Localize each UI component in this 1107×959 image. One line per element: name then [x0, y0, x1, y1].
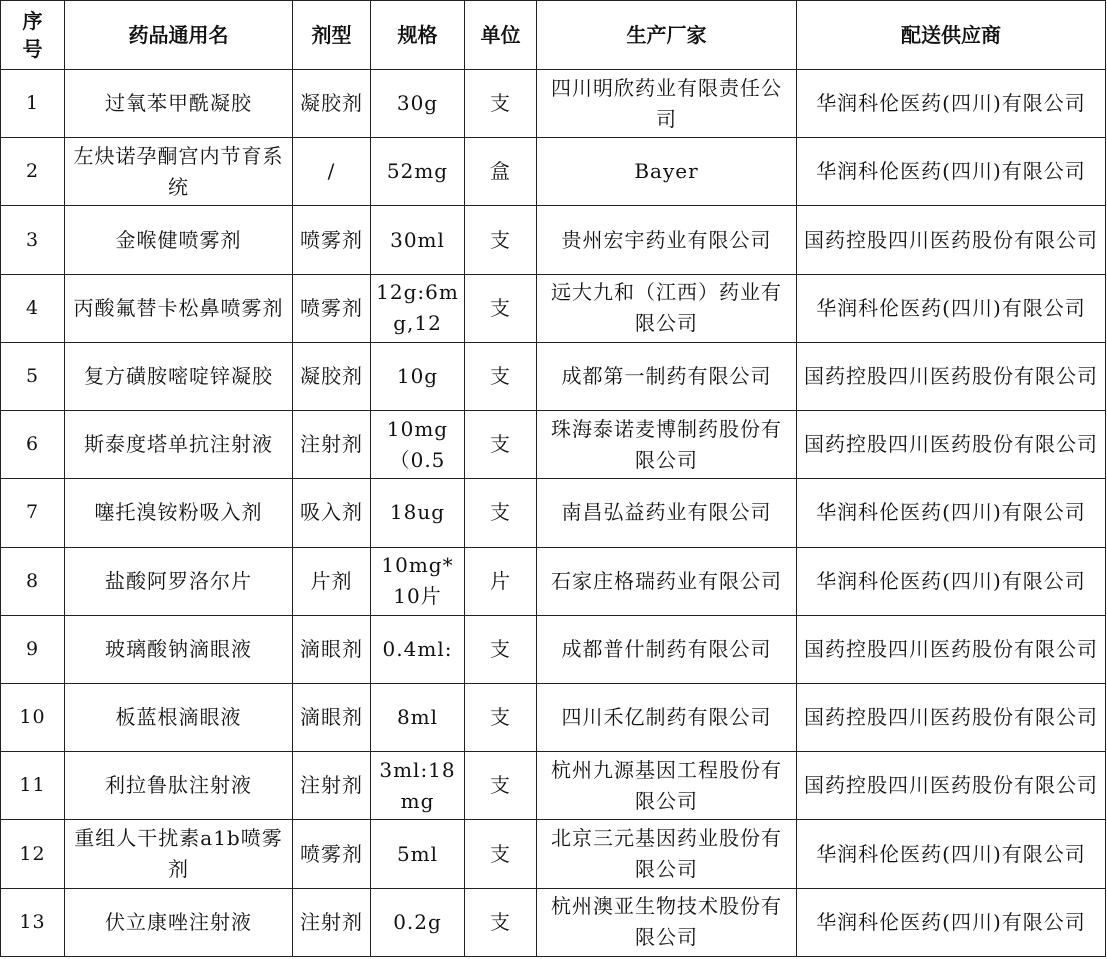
cell-index: 12: [1, 820, 65, 888]
header-specification: 规格: [371, 1, 465, 70]
table-row: [1, 411, 1106, 479]
table-row: [1, 274, 1106, 342]
header-manufacturer: 生产厂家: [537, 1, 797, 70]
cell-dosage-form: 凝胶剂: [293, 342, 371, 410]
cell-drug-name: 丙酸氟替卡松鼻喷雾剂: [65, 274, 293, 342]
cell-drug-name: 噻托溴铵粉吸入剂: [65, 479, 293, 547]
cell-specification: 10mg（0.5: [371, 411, 465, 479]
table-row: [1, 683, 1106, 751]
cell-dosage-form: 喷雾剂: [293, 274, 371, 342]
table-row: [1, 206, 1106, 274]
cell-supplier: 国药控股四川医药股份有限公司: [797, 752, 1106, 820]
cell-manufacturer: 杭州九源基因工程股份有限公司: [537, 752, 797, 820]
cell-supplier: 国药控股四川医药股份有限公司: [797, 615, 1106, 683]
cell-manufacturer: Bayer: [537, 138, 797, 206]
header-drug-name: 药品通用名: [65, 1, 293, 70]
cell-manufacturer: 北京三元基因药业股份有限公司: [537, 820, 797, 888]
cell-specification: 10g: [371, 342, 465, 410]
cell-drug-name: 板蓝根滴眼液: [65, 683, 293, 751]
cell-drug-name: 玻璃酸钠滴眼液: [65, 615, 293, 683]
cell-dosage-form: 吸入剂: [293, 479, 371, 547]
cell-manufacturer: 贵州宏宇药业有限公司: [537, 206, 797, 274]
cell-dosage-form: 片剂: [293, 547, 371, 615]
cell-manufacturer: 石家庄格瑞药业有限公司: [537, 547, 797, 615]
cell-unit: 盒: [465, 138, 537, 206]
cell-unit: 支: [465, 615, 537, 683]
cell-supplier: 华润科伦医药(四川)有限公司: [797, 70, 1106, 138]
cell-specification: 12g:6mg,12: [371, 274, 465, 342]
cell-drug-name: 斯泰度塔单抗注射液: [65, 411, 293, 479]
cell-index: 8: [1, 547, 65, 615]
table-row: [1, 70, 1106, 138]
cell-index: 11: [1, 752, 65, 820]
cell-specification: 8ml: [371, 683, 465, 751]
cell-unit: 支: [465, 888, 537, 956]
cell-supplier: 国药控股四川医药股份有限公司: [797, 206, 1106, 274]
cell-unit: 支: [465, 411, 537, 479]
cell-index: 7: [1, 479, 65, 547]
cell-supplier: 国药控股四川医药股份有限公司: [797, 342, 1106, 410]
cell-supplier: 华润科伦医药(四川)有限公司: [797, 888, 1106, 956]
table-row: [1, 138, 1106, 206]
cell-unit: 支: [465, 274, 537, 342]
cell-specification: 18ug: [371, 479, 465, 547]
cell-drug-name: 复方磺胺嘧啶锌凝胶: [65, 342, 293, 410]
cell-specification: 30g: [371, 70, 465, 138]
cell-dosage-form: 滴眼剂: [293, 615, 371, 683]
cell-manufacturer: 南昌弘益药业有限公司: [537, 479, 797, 547]
cell-supplier: 华润科伦医药(四川)有限公司: [797, 547, 1106, 615]
cell-specification: 10mg*10片: [371, 547, 465, 615]
table-row: [1, 888, 1106, 956]
cell-index: 10: [1, 683, 65, 751]
table-row: [1, 479, 1106, 547]
cell-drug-name: 金喉健喷雾剂: [65, 206, 293, 274]
cell-drug-name: 盐酸阿罗洛尔片: [65, 547, 293, 615]
cell-manufacturer: 成都第一制药有限公司: [537, 342, 797, 410]
cell-dosage-form: 注射剂: [293, 888, 371, 956]
cell-manufacturer: 四川明欣药业有限责任公司: [537, 70, 797, 138]
cell-index: 5: [1, 342, 65, 410]
cell-drug-name: 伏立康唑注射液: [65, 888, 293, 956]
cell-drug-name: 过氧苯甲酰凝胶: [65, 70, 293, 138]
cell-unit: 支: [465, 752, 537, 820]
table-row: [1, 342, 1106, 410]
cell-specification: 0.4ml:: [371, 615, 465, 683]
cell-specification: 3ml:18mg: [371, 752, 465, 820]
table-row: [1, 752, 1106, 820]
cell-dosage-form: 注射剂: [293, 752, 371, 820]
header-index: 序 号: [1, 1, 65, 70]
cell-unit: 支: [465, 683, 537, 751]
table-row: [1, 820, 1106, 888]
cell-unit: 片: [465, 547, 537, 615]
cell-supplier: 国药控股四川医药股份有限公司: [797, 411, 1106, 479]
cell-index: 9: [1, 615, 65, 683]
cell-manufacturer: 成都普什制药有限公司: [537, 615, 797, 683]
cell-supplier: 华润科伦医药(四川)有限公司: [797, 274, 1106, 342]
cell-manufacturer: 杭州澳亚生物技术股份有限公司: [537, 888, 797, 956]
header-row: [1, 1, 1106, 70]
table-body: [1, 70, 1106, 957]
cell-index: 6: [1, 411, 65, 479]
cell-specification: 0.2g: [371, 888, 465, 956]
table-row: [1, 615, 1106, 683]
cell-unit: 支: [465, 479, 537, 547]
cell-index: 13: [1, 888, 65, 956]
cell-unit: 支: [465, 70, 537, 138]
cell-drug-name: 利拉鲁肽注射液: [65, 752, 293, 820]
cell-manufacturer: 远大九和（江西）药业有限公司: [537, 274, 797, 342]
cell-index: 4: [1, 274, 65, 342]
cell-supplier: 华润科伦医药(四川)有限公司: [797, 820, 1106, 888]
cell-unit: 支: [465, 820, 537, 888]
cell-dosage-form: 滴眼剂: [293, 683, 371, 751]
cell-dosage-form: 凝胶剂: [293, 70, 371, 138]
header-dosage-form: 剂型: [293, 1, 371, 70]
header-supplier: 配送供应商: [797, 1, 1106, 70]
header-unit: 单位: [465, 1, 537, 70]
cell-specification: 30ml: [371, 206, 465, 274]
cell-manufacturer: 珠海泰诺麦博制药股份有限公司: [537, 411, 797, 479]
cell-supplier: 华润科伦医药(四川)有限公司: [797, 479, 1106, 547]
cell-dosage-form: 注射剂: [293, 411, 371, 479]
cell-manufacturer: 四川禾亿制药有限公司: [537, 683, 797, 751]
cell-dosage-form: 喷雾剂: [293, 206, 371, 274]
cell-index: 1: [1, 70, 65, 138]
cell-dosage-form: /: [293, 138, 371, 206]
cell-index: 2: [1, 138, 65, 206]
cell-specification: 5ml: [371, 820, 465, 888]
cell-drug-name: 重组人干扰素a1b喷雾剂: [65, 820, 293, 888]
cell-drug-name: 左炔诺孕酮宫内节育系统: [65, 138, 293, 206]
cell-specification: 52mg: [371, 138, 465, 206]
cell-supplier: 国药控股四川医药股份有限公司: [797, 683, 1106, 751]
table-row: [1, 547, 1106, 615]
cell-dosage-form: 喷雾剂: [293, 820, 371, 888]
cell-unit: 支: [465, 206, 537, 274]
cell-unit: 支: [465, 342, 537, 410]
cell-index: 3: [1, 206, 65, 274]
cell-supplier: 华润科伦医药(四川)有限公司: [797, 138, 1106, 206]
